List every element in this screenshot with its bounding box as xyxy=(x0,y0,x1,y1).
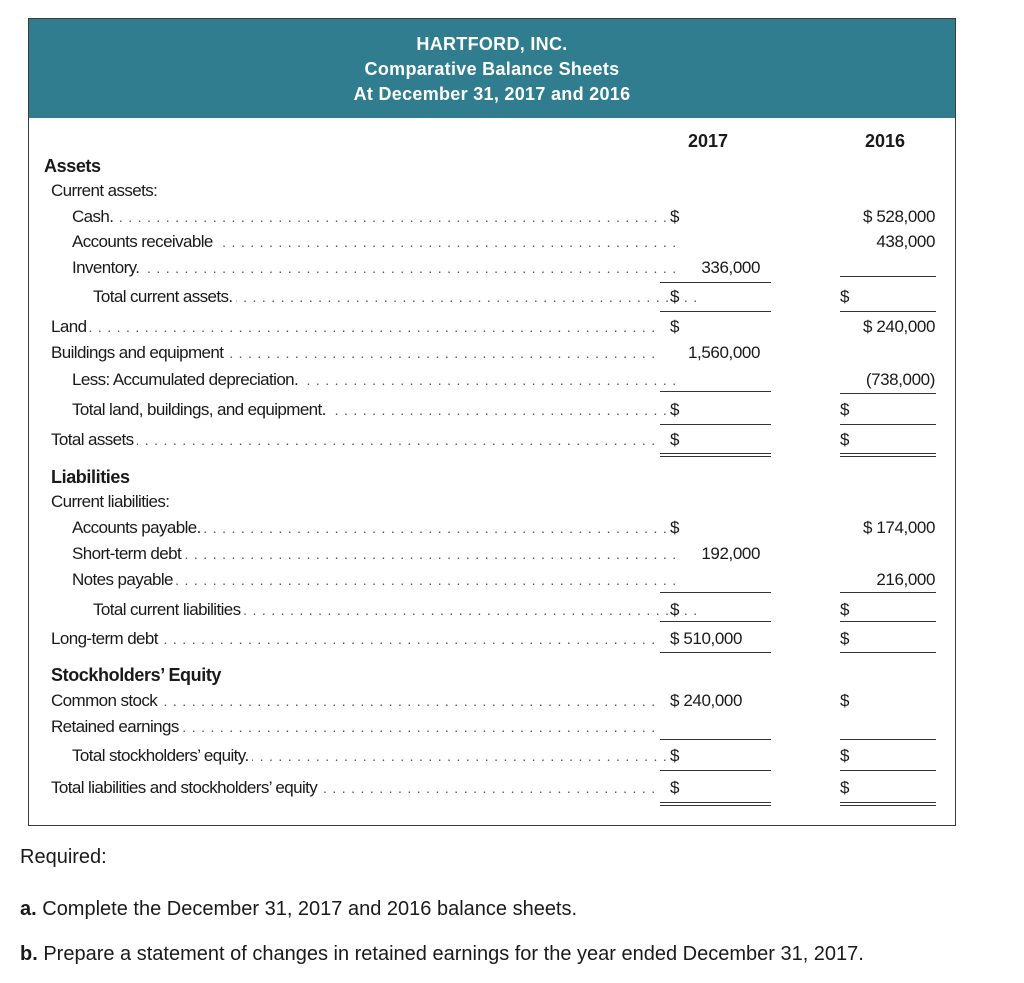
row-total-assets-label: Total assets . . . xyxy=(51,427,655,453)
underline xyxy=(840,739,936,740)
common-stock-2016: $ xyxy=(840,691,850,710)
required-heading: Required: xyxy=(20,846,107,868)
long-term-debt-2017: $ 510,000 xyxy=(670,629,743,648)
question-b: b. Prepare a statement of changes in retained earnings for the year ended December 31, 2017. xyxy=(20,943,864,965)
land-2016: $ 240,000 xyxy=(862,317,935,336)
total-current-assets-2017: $ xyxy=(670,287,680,306)
underline xyxy=(660,424,771,425)
total-current-liabilities-2017: $ xyxy=(670,600,680,619)
total-equity-2016: $ xyxy=(840,746,850,765)
question-a: a. Complete the December 31, 2017 and 2016 balance sheets. xyxy=(20,898,578,920)
accounts-payable-2017: $ xyxy=(670,518,680,537)
underline xyxy=(660,311,771,312)
row-accumulated-depreciation-label: Less: Accumulated depreciation. . . . xyxy=(72,367,676,393)
double-underline xyxy=(840,453,936,457)
statement-title: Comparative Balance Sheets xyxy=(364,59,620,79)
row-short-term-debt-label: Short-term debt . . . xyxy=(72,541,676,567)
underline xyxy=(660,739,771,740)
inventory-2017: 336,000 xyxy=(701,258,760,277)
row-total-current-assets-label: Total current assets. . . . xyxy=(93,284,697,310)
row-inventory-label: Inventory. . . . xyxy=(72,255,676,281)
row-total-land-label: Total land, buildings, and equipment. . . . xyxy=(72,397,676,423)
column-header-2017: 2017 xyxy=(688,131,729,151)
long-term-debt-2016: $ xyxy=(840,629,850,648)
double-underline xyxy=(840,802,936,806)
accumulated-depreciation-2016: (738,000) xyxy=(865,370,935,389)
statement-date: At December 31, 2017 and 2016 xyxy=(353,84,631,104)
underline xyxy=(660,391,771,392)
row-notes-payable-label: Notes payable . . . xyxy=(72,567,676,593)
row-long-term-debt-label: Long-term debt . . . xyxy=(51,626,655,652)
underline xyxy=(660,652,771,653)
total-equity-2017: $ xyxy=(670,746,680,765)
equity-heading: Stockholders’ Equity xyxy=(51,662,655,688)
total-assets-2016: $ xyxy=(840,430,850,449)
cash-2017: $ xyxy=(670,207,680,226)
underline xyxy=(840,652,936,653)
row-retained-earnings-label: Retained earnings . . . xyxy=(51,714,655,740)
land-2017: $ xyxy=(670,317,680,336)
total-liabilities-equity-2016: $ xyxy=(840,778,850,797)
cash-2016: $ 528,000 xyxy=(862,207,935,226)
row-cash-label: Cash. . . . xyxy=(72,204,676,230)
underline xyxy=(660,770,771,771)
double-underline xyxy=(660,453,771,457)
row-total-liabilities-equity-label: Total liabilities and stockholders’ equity . . . xyxy=(51,775,655,801)
current-assets-label: Current assets: xyxy=(51,178,655,204)
common-stock-2017: $ 240,000 xyxy=(670,691,743,710)
underline xyxy=(660,621,771,622)
row-common-stock-label: Common stock . . . xyxy=(51,688,655,714)
short-term-debt-2017: 192,000 xyxy=(701,544,760,563)
underline xyxy=(840,770,936,771)
total-liabilities-equity-2017: $ xyxy=(670,778,680,797)
row-accounts-payable-label: Accounts payable. . . . xyxy=(72,515,676,541)
underline xyxy=(660,282,771,283)
total-land-2017: $ xyxy=(670,400,680,419)
accounts-receivable-2016: 438,000 xyxy=(876,232,935,251)
sheet-header xyxy=(29,19,955,118)
total-assets-2017: $ xyxy=(670,430,680,449)
row-total-equity-label: Total stockholders’ equity. . . . xyxy=(72,743,676,769)
current-liabilities-label: Current liabilities: xyxy=(51,489,655,515)
double-underline xyxy=(660,802,771,806)
accounts-payable-2016: $ 174,000 xyxy=(862,518,935,537)
balance-sheet xyxy=(28,18,956,826)
total-current-liabilities-2016: $ xyxy=(840,600,850,619)
liabilities-heading: Liabilities xyxy=(51,464,655,490)
column-header-2016: 2016 xyxy=(865,131,906,151)
underline xyxy=(840,621,936,622)
row-buildings-label: Buildings and equipment . . . xyxy=(51,340,655,366)
row-accounts-receivable-label: Accounts receivable . . . xyxy=(72,229,676,255)
underline xyxy=(840,393,936,394)
row-total-current-liabilities-label: Total current liabilities . . . xyxy=(93,597,697,623)
assets-heading: Assets xyxy=(44,153,648,179)
total-current-assets-2016: $ xyxy=(840,287,850,306)
underline xyxy=(840,311,936,312)
row-land-label: Land . . . xyxy=(51,314,655,340)
company-name: HARTFORD, INC. xyxy=(416,34,568,54)
notes-payable-2016: 216,000 xyxy=(876,570,935,589)
underline xyxy=(840,276,936,277)
underline xyxy=(840,424,936,425)
total-land-2016: $ xyxy=(840,400,850,419)
underline xyxy=(660,592,771,593)
underline xyxy=(840,592,936,593)
buildings-2017: 1,560,000 xyxy=(687,343,760,362)
